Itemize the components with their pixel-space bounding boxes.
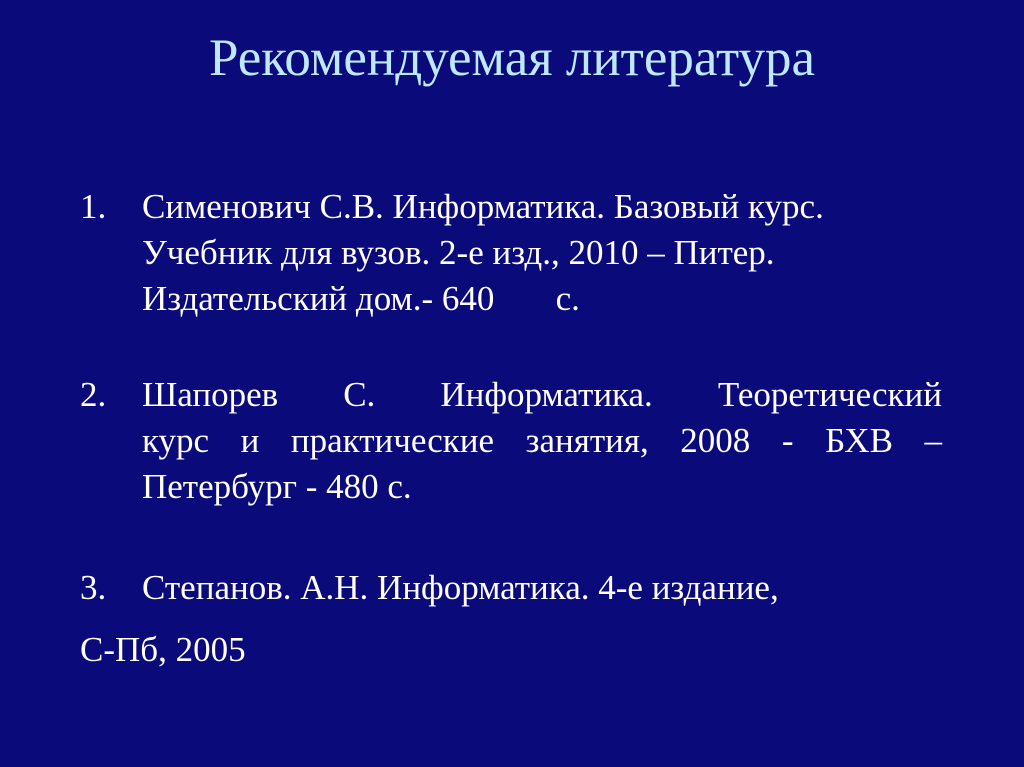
reference-number: 3. <box>80 568 107 607</box>
reference-number: 2. <box>80 375 107 414</box>
slide-title: Рекомендуемая литература <box>208 29 816 87</box>
reference-line: Шапорев С. Информатика. Теоретический <box>142 375 942 414</box>
reference-text <box>142 372 942 510</box>
reference-line: Петербург - 480 с. <box>142 467 412 506</box>
reference-line: курс и практические занятия, 2008 - БХВ – <box>142 421 942 460</box>
reference-text <box>142 184 942 322</box>
reference-continuation: С-Пб, 2005 <box>80 630 246 669</box>
reference-line: Издательский дом.- 640 с. <box>142 279 580 318</box>
reference-text <box>142 565 942 611</box>
reference-line: Учебник для вузов. 2-е изд., 2010 – Питер. <box>142 233 775 272</box>
reference-line: Сименович С.В. Информатика. Базовый курс. <box>142 187 824 226</box>
reference-line: Степанов. А.Н. Информатика. 4-е издание, <box>142 568 779 607</box>
reference-number: 1. <box>80 187 107 226</box>
